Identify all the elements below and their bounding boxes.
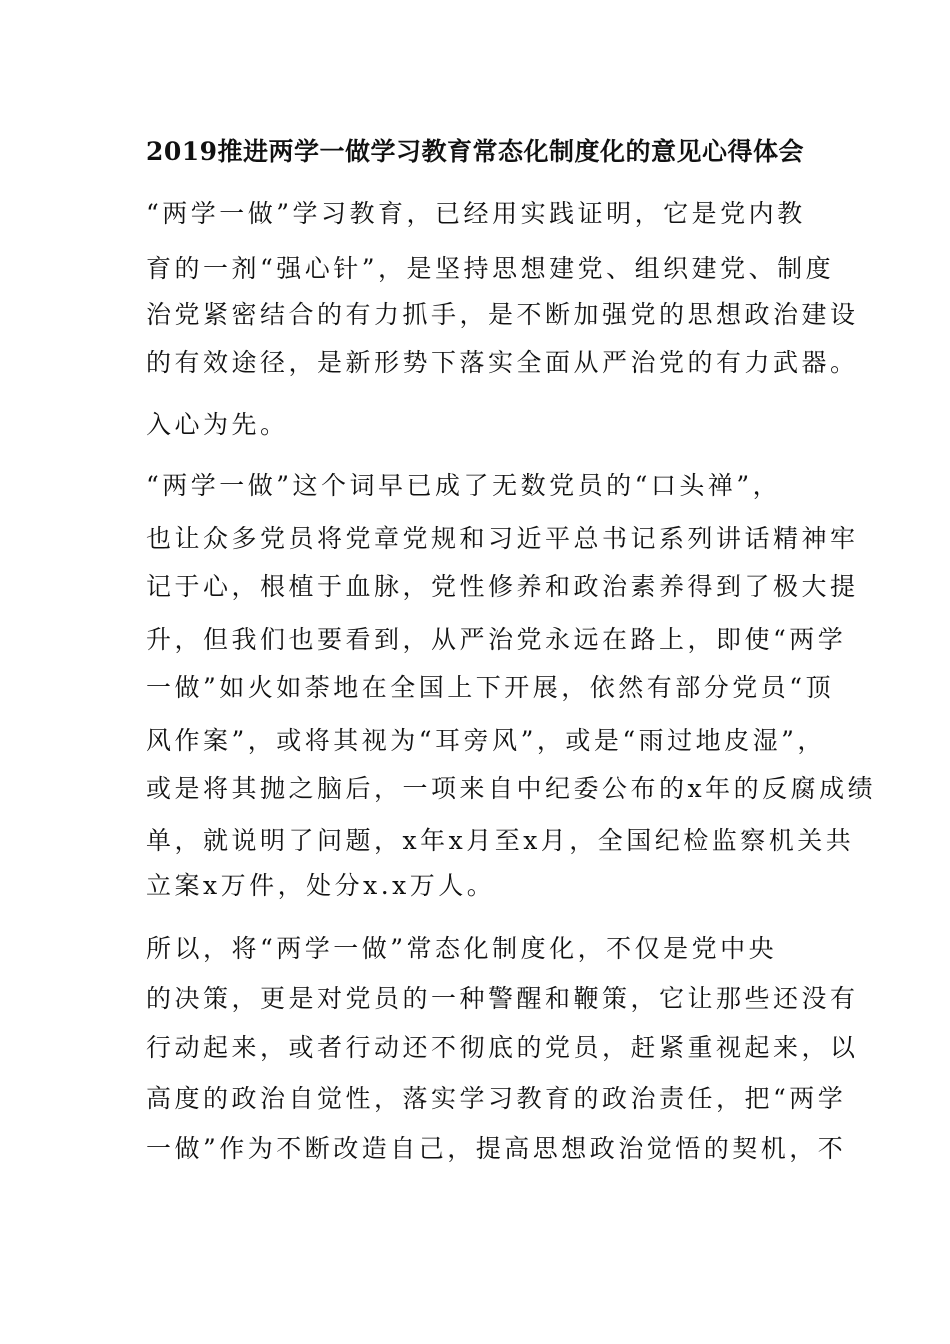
paragraph-4-line-3: 行动起来，或者行动还不彻底的党员，赶紧重视起来，以 bbox=[146, 1033, 859, 1062]
paragraph-3-line-6: 风作案”，或将其视为“耳旁风”，或是“雨过地皮湿”， bbox=[146, 726, 826, 755]
paragraph-4-line-5: 一做”作为不断改造自己，提高思想政治觉悟的契机，不 bbox=[146, 1134, 847, 1163]
paragraph-3-line-8: 单，就说明了问题，x年x月至x月，全国纪检监察机关共 bbox=[146, 826, 855, 855]
paragraph-2-line-1: 入心为先。 bbox=[146, 410, 289, 439]
paragraph-1-line-4: 的有效途径，是新形势下落实全面从严治党的有力武器。 bbox=[146, 348, 859, 377]
paragraph-3-line-5: 一做”如火如荼地在全国上下开展，依然有部分党员“顶 bbox=[146, 673, 835, 702]
paragraph-4-line-1: 所以，将“两学一做”常态化制度化，不仅是党中央 bbox=[146, 934, 778, 963]
paragraph-3-line-4: 升，但我们也要看到，从严治党永远在路上，即使“两学 bbox=[146, 625, 847, 654]
document-title: 2019推进两学一做学习教育常态化制度化的意见心得体会 bbox=[145, 137, 805, 166]
paragraph-3-line-1: “两学一做”这个词早已成了无数党员的“口头禅”， bbox=[146, 471, 782, 500]
paragraph-3-line-3: 记于心，根植于血脉，党性修养和政治素养得到了极大提 bbox=[146, 572, 859, 601]
paragraph-3-line-2: 也让众多党员将党章党规和习近平总书记系列讲话精神牢 bbox=[146, 524, 859, 553]
paragraph-3-line-9: 立案x万件，处分x.x万人。 bbox=[146, 871, 496, 900]
paragraph-1-line-2: 育的一剂“强心针”，是坚持思想建党、组织建党、制度 bbox=[146, 254, 835, 283]
paragraph-4-line-2: 的决策，更是对党员的一种警醒和鞭策，它让那些还没有 bbox=[146, 984, 859, 1013]
paragraph-1-line-3: 治党紧密结合的有力抓手，是不断加强党的思想政治建设 bbox=[146, 300, 859, 329]
paragraph-1-line-1: “两学一做”学习教育，已经用实践证明，它是党内教 bbox=[146, 199, 806, 228]
paragraph-4-line-4: 高度的政治自觉性，落实学习教育的政治责任，把“两学 bbox=[146, 1084, 847, 1113]
paragraph-3-line-7: 或是将其抛之脑后，一项来自中纪委公布的x年的反腐成绩 bbox=[146, 774, 877, 803]
